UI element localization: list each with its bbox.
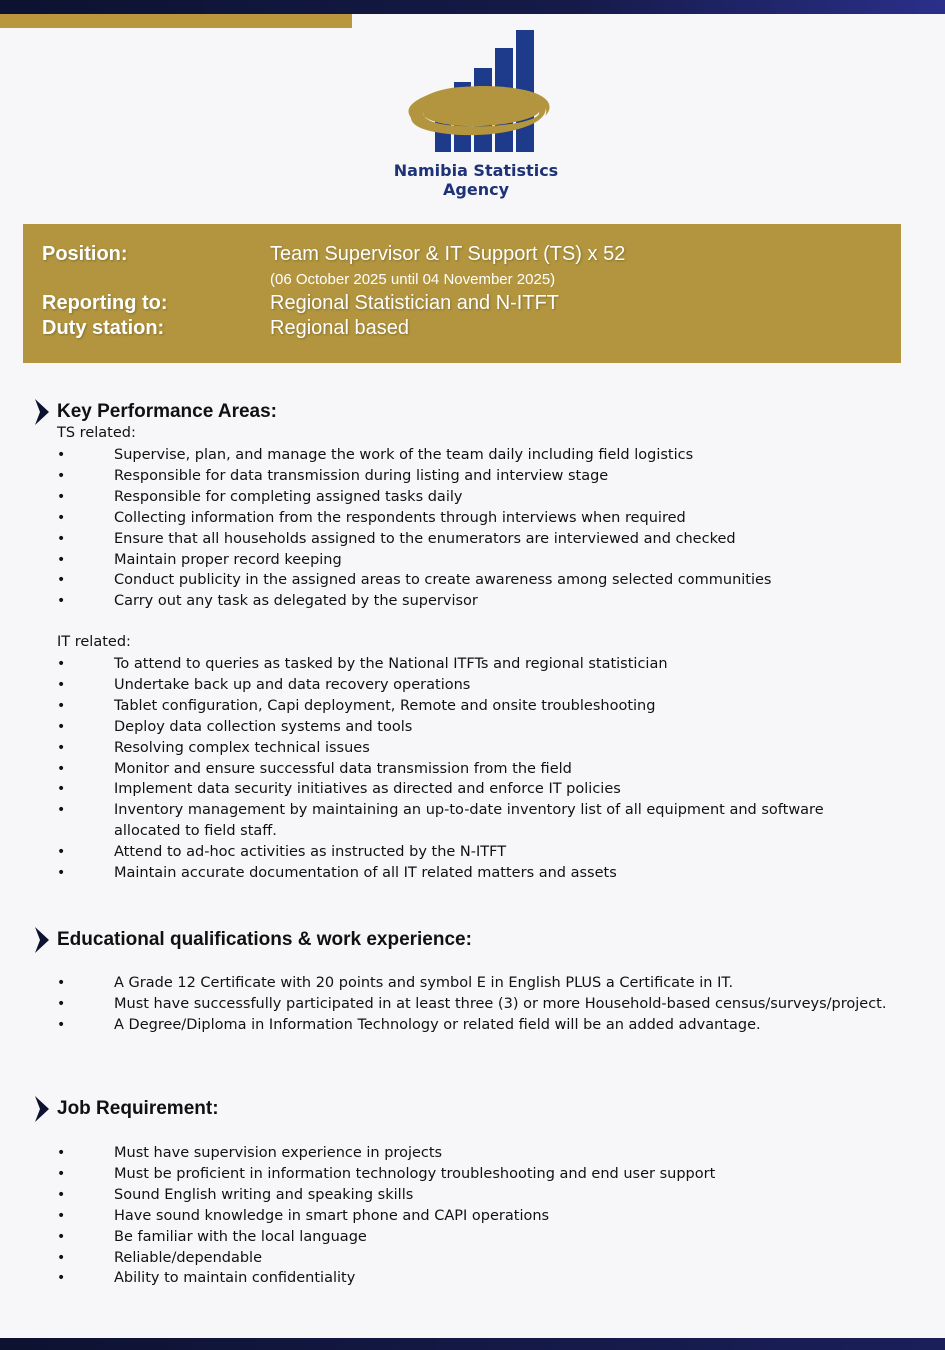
list-item: • Sound English writing and speaking skills	[0, 1185, 945, 1206]
list-item: • Resolving complex technical issues	[0, 738, 945, 759]
list-item: • Deploy data collection systems and tools	[0, 717, 945, 738]
list-item: • Ensure that all households assigned to the enumerators are interviewed and checked	[0, 529, 945, 550]
reporting-value: Regional Statistician and N-ITFT	[270, 292, 560, 314]
list-item: • Undertake back up and data recovery operations	[0, 675, 945, 696]
list-item: • Have sound knowledge in smart phone and CAPI operations	[0, 1206, 945, 1227]
list-item: • Must be proficient in information technology troubleshooting and end user support	[0, 1164, 945, 1185]
logo-line-2: Agency	[443, 180, 509, 199]
list-item: • Implement data security initiatives as directed and enforce IT policies	[0, 779, 945, 800]
gold-accent-strip	[0, 14, 352, 28]
list-item: • A Grade 12 Certificate with 20 points and symbol E in English PLUS a Certificate in IT.	[0, 973, 945, 994]
list-item: • Carry out any task as delegated by the supervisor	[0, 591, 945, 612]
education-list	[0, 973, 945, 1036]
list-item: • Ability to maintain confidentiality	[0, 1268, 945, 1289]
list-item: • Attend to ad-hoc activities as instructed by the N-ITFT	[0, 842, 945, 863]
list-item: • Supervise, plan, and manage the work of the team daily including field logistics	[0, 445, 945, 466]
logo-line-1: Namibia Statistics	[393, 161, 559, 180]
list-item: • Responsible for data transmission during listing and interview stage	[0, 466, 945, 487]
list-item: • Maintain accurate documentation of all IT related matters and assets	[0, 863, 945, 884]
position-value: Team Supervisor & IT Support (TS) x 52	[270, 243, 626, 265]
job-requirement-list	[0, 1143, 945, 1289]
chevron-right-icon	[35, 399, 49, 425]
list-item: • Tablet configuration, Capi deployment, Remote and onsite troubleshooting	[0, 696, 945, 717]
logo-wordmark	[380, 161, 572, 199]
job-requirement-title: Job Requirement:	[57, 1098, 219, 1119]
job-requirement-heading	[35, 1096, 219, 1122]
duty-value: Regional based	[270, 317, 409, 339]
it-related-label: IT related:	[57, 634, 131, 650]
list-item: • Monitor and ensure successful data transmission from the field	[0, 759, 945, 780]
list-item: • Inventory management by maintaining an up-to-date inventory list of all equipment and software allocated to field staff.	[0, 800, 874, 842]
list-item: • Reliable/dependable	[0, 1248, 945, 1269]
chevron-right-icon	[35, 1096, 49, 1122]
list-item: • To attend to queries as tasked by the National ITFTs and regional statistician	[0, 654, 945, 675]
position-label: Position:	[42, 243, 128, 265]
list-item: • Must have supervision experience in projects	[0, 1143, 945, 1164]
kpa-heading	[35, 399, 277, 425]
kpa-title: Key Performance Areas:	[57, 401, 278, 422]
period-text: (06 October 2025 until 04 November 2025)	[270, 271, 556, 288]
list-item: • Conduct publicity in the assigned areas to create awareness among selected communities	[0, 570, 945, 591]
ts-related-label: TS related:	[57, 425, 136, 441]
list-item: • Must have successfully participated in at least three (3) or more Household-based census/surveys/project.	[0, 994, 945, 1015]
list-item: • Collecting information from the respondents through interviews when required	[0, 508, 945, 529]
ts-list	[0, 445, 945, 612]
bottom-decorative-bar	[0, 1338, 945, 1350]
education-title: Educational qualifications & work experience:	[57, 929, 472, 950]
duty-label: Duty station:	[42, 317, 165, 339]
position-info-box	[23, 224, 901, 363]
chevron-right-icon	[35, 927, 49, 953]
reporting-label: Reporting to:	[42, 292, 168, 314]
education-heading	[35, 927, 472, 953]
list-item: • Responsible for completing assigned tasks daily	[0, 487, 945, 508]
list-item: • A Degree/Diploma in Information Technology or related field will be an added advantage.	[0, 1015, 945, 1036]
list-item: • Be familiar with the local language	[0, 1227, 945, 1248]
it-list	[0, 654, 945, 884]
list-item: • Maintain proper record keeping	[0, 550, 945, 571]
top-decorative-bar	[0, 0, 945, 14]
